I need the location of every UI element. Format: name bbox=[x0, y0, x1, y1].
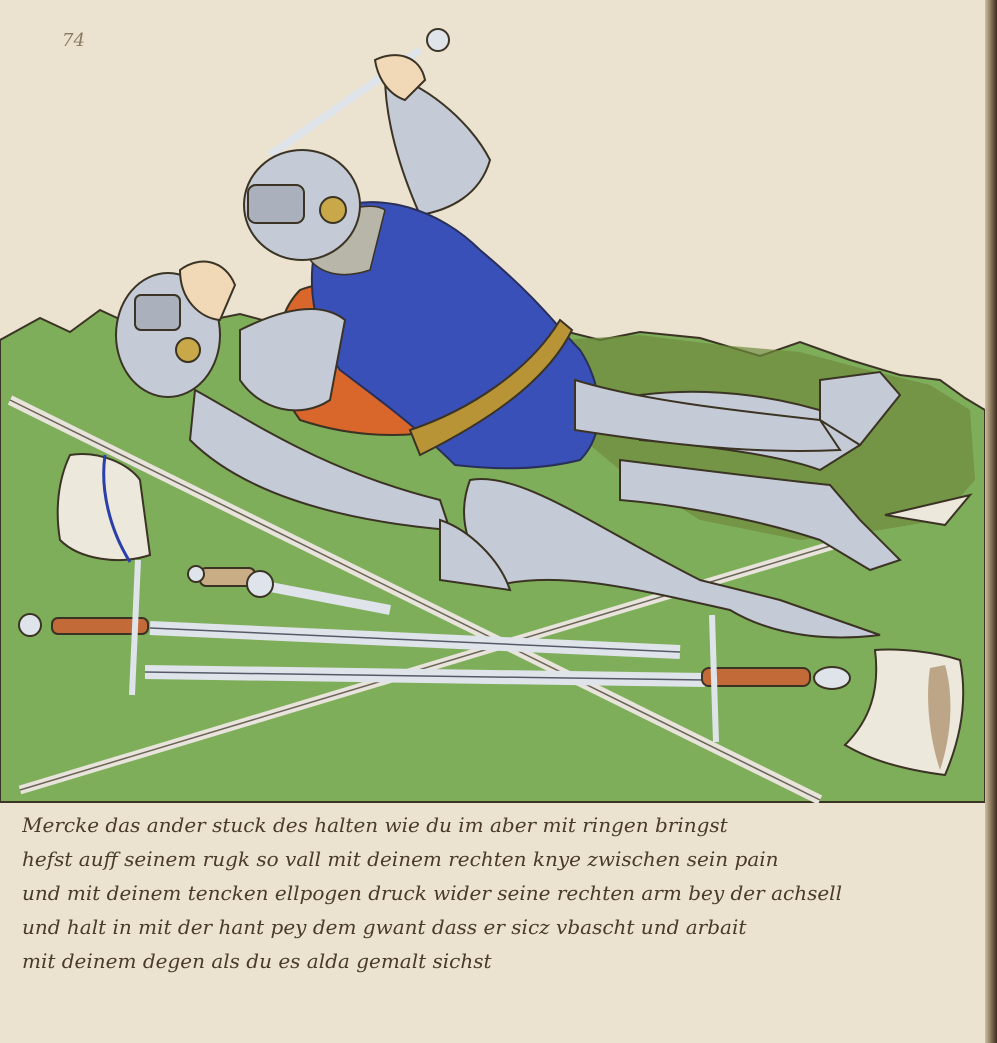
caption-line: mit deinem degen als du es alda gemalt sichst bbox=[22, 949, 492, 973]
caption-line: hefst auff seinem rugk so vall mit deinem rechten knye zwischen sein pain bbox=[22, 847, 779, 871]
caption-line: und halt in mit der hant pey dem gwant dass er sicz vbascht und arbait bbox=[22, 915, 747, 939]
caption-line: Mercke das ander stuck des halten wie du im aber mit ringen bringst bbox=[22, 813, 728, 837]
folio-number: 74 bbox=[62, 30, 85, 51]
caption-text bbox=[22, 808, 962, 978]
page-edge bbox=[985, 0, 997, 1043]
caption-line: und mit deinem tencken ellpogen druck wider seine rechten arm bey der achsell bbox=[22, 881, 842, 905]
